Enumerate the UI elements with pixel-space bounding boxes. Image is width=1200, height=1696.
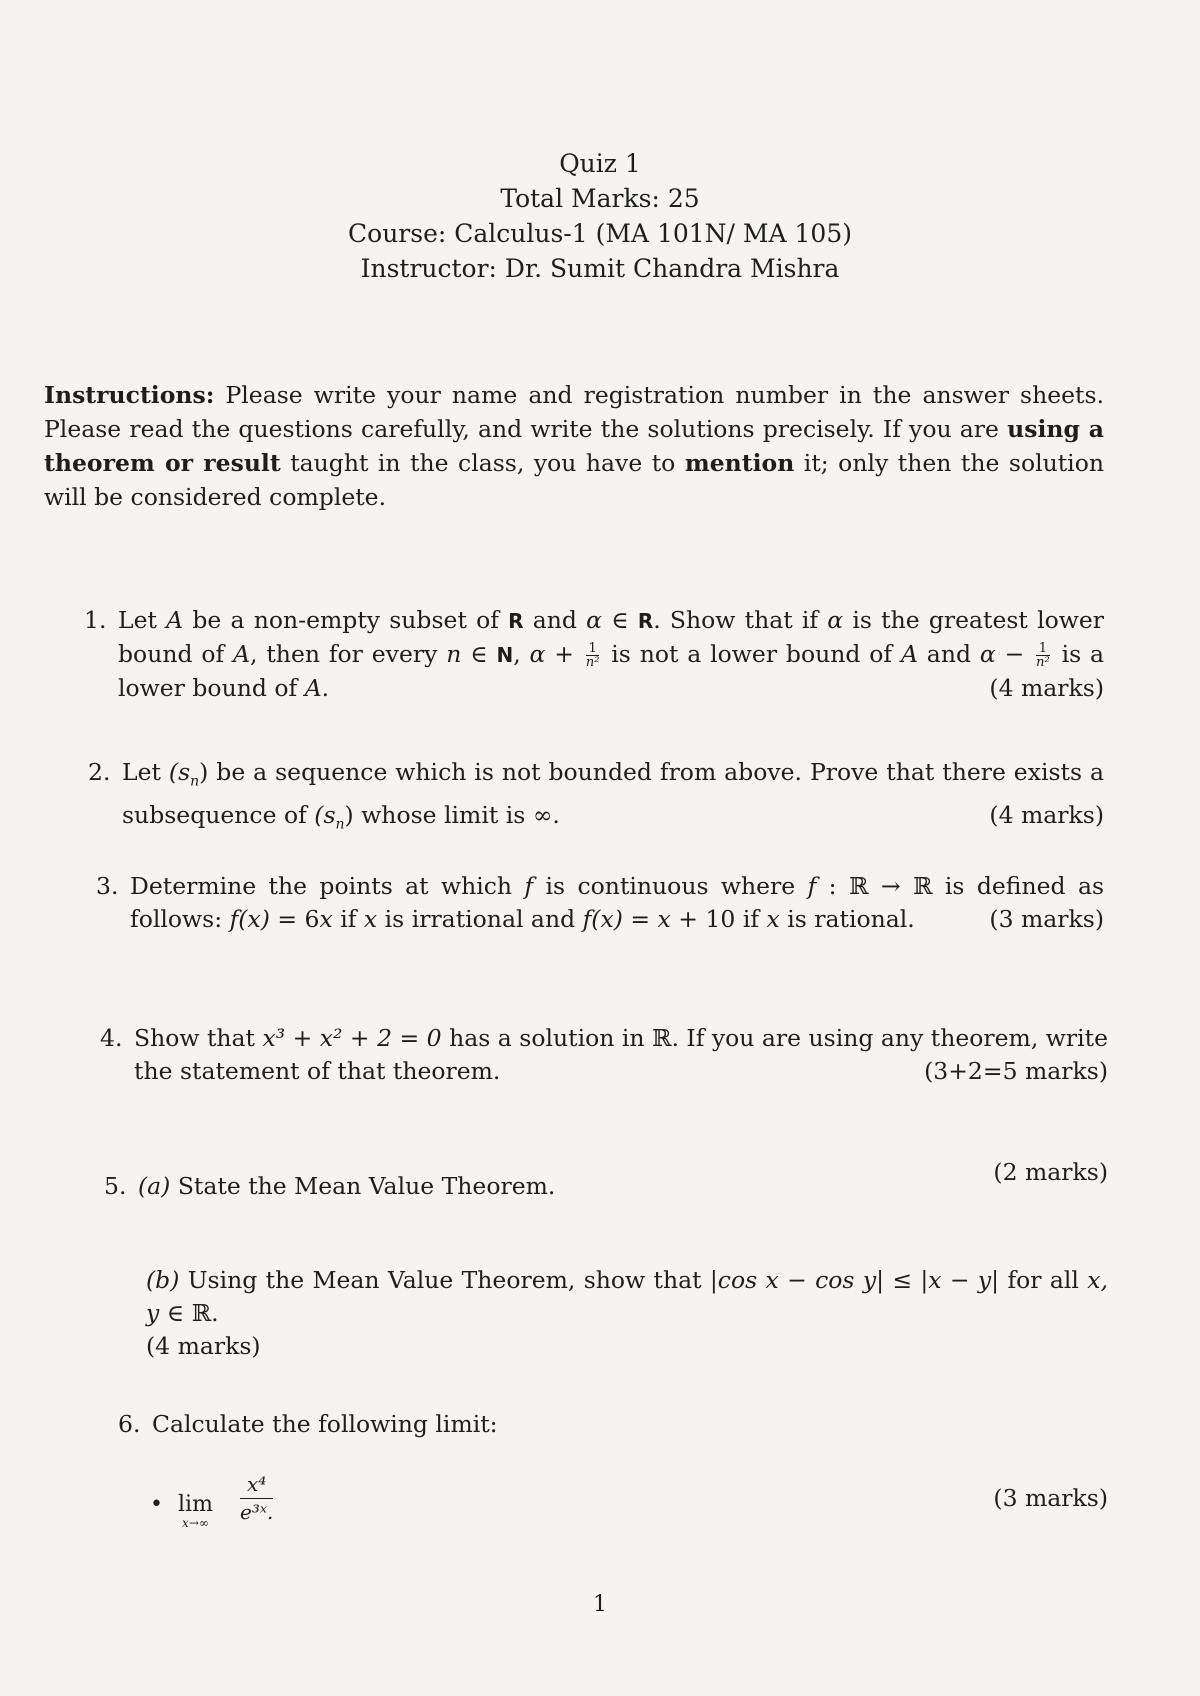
q6-text: Calculate the following limit: bbox=[152, 1410, 498, 1438]
limit-denominator: e³ˣ. bbox=[240, 1500, 274, 1524]
q2-math: (s bbox=[314, 800, 336, 829]
question-number: 6. bbox=[118, 1410, 141, 1438]
question-1 bbox=[84, 604, 1104, 705]
question-marks: (4 marks) bbox=[989, 800, 1104, 829]
instructions-block bbox=[44, 378, 1104, 514]
question-5b-body bbox=[146, 1264, 1108, 1363]
q3-math: x bbox=[766, 905, 780, 933]
quiz-title: Quiz 1 bbox=[559, 149, 641, 178]
q1-math: n bbox=[446, 640, 462, 668]
instructions-bold-2: mention bbox=[684, 449, 795, 477]
q5b-text: ∈ ℝ. bbox=[159, 1299, 219, 1327]
question-6 bbox=[118, 1408, 1108, 1441]
question-3 bbox=[96, 870, 1104, 936]
page-number: 1 bbox=[593, 1592, 607, 1617]
question-marks: (4 marks) bbox=[989, 674, 1104, 702]
question-number: 3. bbox=[96, 872, 119, 900]
instructor-line: Instructor: Dr. Sumit Chandra Mishra bbox=[360, 254, 840, 283]
question-marks: (3 marks) bbox=[989, 905, 1104, 933]
fraction-denominator: n² bbox=[585, 655, 600, 670]
question-number: 4. bbox=[100, 1024, 123, 1052]
q3-math: = 6 bbox=[269, 905, 320, 933]
instructions-text-1: Please write your name and registration number in the answer sheets. Please read the questions carefully, and write the solutions precisely. If you are bbox=[44, 381, 1104, 443]
q2-math: ) bbox=[199, 758, 209, 786]
fraction bbox=[1036, 642, 1050, 669]
q2-text: be a sequence which is not bounded from above. Prove that there exists a subsequence of bbox=[122, 758, 1104, 829]
q3-math: : ℝ → ℝ bbox=[816, 872, 945, 900]
q1-math: R bbox=[637, 609, 654, 633]
q1-text: , then for every bbox=[250, 640, 447, 668]
total-marks: Total Marks: 25 bbox=[500, 184, 700, 213]
q1-text: , bbox=[513, 640, 530, 668]
q1-math: − bbox=[995, 640, 1034, 668]
q5a-text: State the Mean Value Theorem. bbox=[170, 1172, 556, 1200]
q1-math: A bbox=[166, 606, 184, 634]
q1-text: and bbox=[523, 606, 587, 634]
lim-subscript: x→∞ bbox=[182, 1516, 209, 1530]
question-2-body bbox=[122, 756, 1104, 841]
question-4 bbox=[100, 1022, 1108, 1088]
q1-text: be a non-empty subset of bbox=[183, 606, 509, 634]
q1-math: A bbox=[233, 640, 251, 668]
q4-text: has a solution in ℝ. If you are using any theorem, write the statement of that theorem. bbox=[134, 1024, 1108, 1085]
q1-text: . Show that if bbox=[653, 606, 828, 634]
lim-word: lim bbox=[178, 1492, 213, 1517]
q3-text: is irrational and bbox=[377, 905, 583, 933]
question-5a bbox=[104, 1158, 1108, 1203]
question-number: 2. bbox=[88, 758, 111, 786]
q3-text: is defined as follows: bbox=[130, 872, 1105, 933]
q1-text: is not a lower bound of bbox=[602, 640, 901, 668]
q1-math: + bbox=[545, 640, 583, 668]
question-1-body bbox=[118, 604, 1104, 705]
limit-fraction bbox=[240, 1470, 273, 1525]
course-line: Course: Calculus-1 (MA 101N/ MA 105) bbox=[348, 219, 852, 248]
fraction bbox=[586, 642, 600, 669]
q3-math: f(x) bbox=[229, 905, 270, 933]
fraction-denominator: n² bbox=[1036, 655, 1050, 670]
instructions-text-3: it; only then the solution will be considered complete. bbox=[44, 449, 1104, 511]
question-3-body bbox=[130, 870, 1104, 936]
q1-math: α bbox=[586, 606, 603, 634]
fraction-numerator: 1 bbox=[1036, 642, 1050, 656]
q4-text: Show that bbox=[134, 1024, 263, 1052]
q3-math: x bbox=[657, 905, 671, 933]
q5b-text: Using the Mean Value Theorem, show that bbox=[179, 1266, 710, 1294]
limit-numerator: x⁴ bbox=[240, 1470, 273, 1499]
q2-math: n bbox=[335, 816, 345, 833]
q1-text: and bbox=[917, 640, 980, 668]
q3-text: Determine the points at which bbox=[130, 872, 525, 900]
q1-math: A bbox=[900, 640, 918, 668]
q1-text: . bbox=[321, 674, 330, 702]
q2-text: Let bbox=[122, 758, 169, 786]
q1-math: α bbox=[529, 640, 546, 668]
instructions-text-2: taught in the class, you have to bbox=[280, 449, 685, 477]
question-4-body bbox=[134, 1022, 1108, 1088]
question-marks: (2 marks) bbox=[993, 1158, 1108, 1186]
limit-operator bbox=[178, 1494, 213, 1530]
q2-math: n bbox=[190, 773, 200, 790]
q1-math: ∈ bbox=[461, 640, 497, 668]
instructions-label: Instructions: bbox=[44, 381, 215, 409]
q3-text: if bbox=[332, 905, 364, 933]
part-label: (a) bbox=[138, 1172, 171, 1200]
q3-math: = bbox=[622, 905, 658, 933]
question-5b bbox=[146, 1264, 1108, 1363]
q1-math: R bbox=[508, 609, 524, 633]
question-marks: (3 marks) bbox=[993, 1484, 1108, 1512]
q3-text: is rational. bbox=[779, 905, 915, 933]
q1-math: A bbox=[304, 674, 322, 702]
bullet: • bbox=[150, 1492, 163, 1517]
q3-math: f(x) bbox=[582, 905, 623, 933]
q3-text: + 10 if bbox=[670, 905, 767, 933]
q3-math: f bbox=[524, 872, 534, 900]
part-label: (b) bbox=[146, 1266, 180, 1294]
q5b-math: x, y bbox=[146, 1266, 1108, 1327]
q3-math: f bbox=[807, 872, 817, 900]
q2-text: whose limit is ∞. bbox=[353, 800, 560, 829]
q1-math: ∈ bbox=[602, 606, 638, 634]
q3-math: x bbox=[319, 905, 333, 933]
question-6-body bbox=[152, 1408, 1108, 1441]
q5b-text: for all bbox=[999, 1266, 1088, 1294]
question-number: 1. bbox=[84, 606, 107, 634]
q2-math: ) bbox=[344, 800, 354, 829]
q1-text: is the greatest lower bound of bbox=[118, 606, 1104, 668]
q5b-equation: |cos x − cos y| ≤ |x − y| bbox=[709, 1266, 1000, 1294]
q3-text: is continuous where bbox=[533, 872, 808, 900]
q1-math: N bbox=[496, 643, 514, 667]
instructions-bold-1: using a theorem or result bbox=[44, 415, 1104, 477]
question-5a-body bbox=[138, 1158, 1108, 1203]
question-marks: (4 marks) bbox=[146, 1332, 261, 1360]
q3-math: x bbox=[363, 905, 378, 933]
q1-text: Let bbox=[118, 606, 167, 634]
question-number: 5. bbox=[104, 1172, 127, 1200]
q4-equation: x³ + x² + 2 = 0 bbox=[262, 1024, 442, 1052]
question-2 bbox=[88, 756, 1104, 841]
fraction-numerator: 1 bbox=[586, 642, 600, 656]
question-marks: (3+2=5 marks) bbox=[924, 1057, 1108, 1085]
q1-text: is a lower bound of bbox=[118, 640, 1105, 702]
q1-math: α bbox=[827, 606, 844, 634]
q2-math: (s bbox=[168, 758, 191, 786]
question-6-marks-wrap bbox=[993, 1482, 1108, 1515]
q1-math: α bbox=[979, 640, 996, 668]
